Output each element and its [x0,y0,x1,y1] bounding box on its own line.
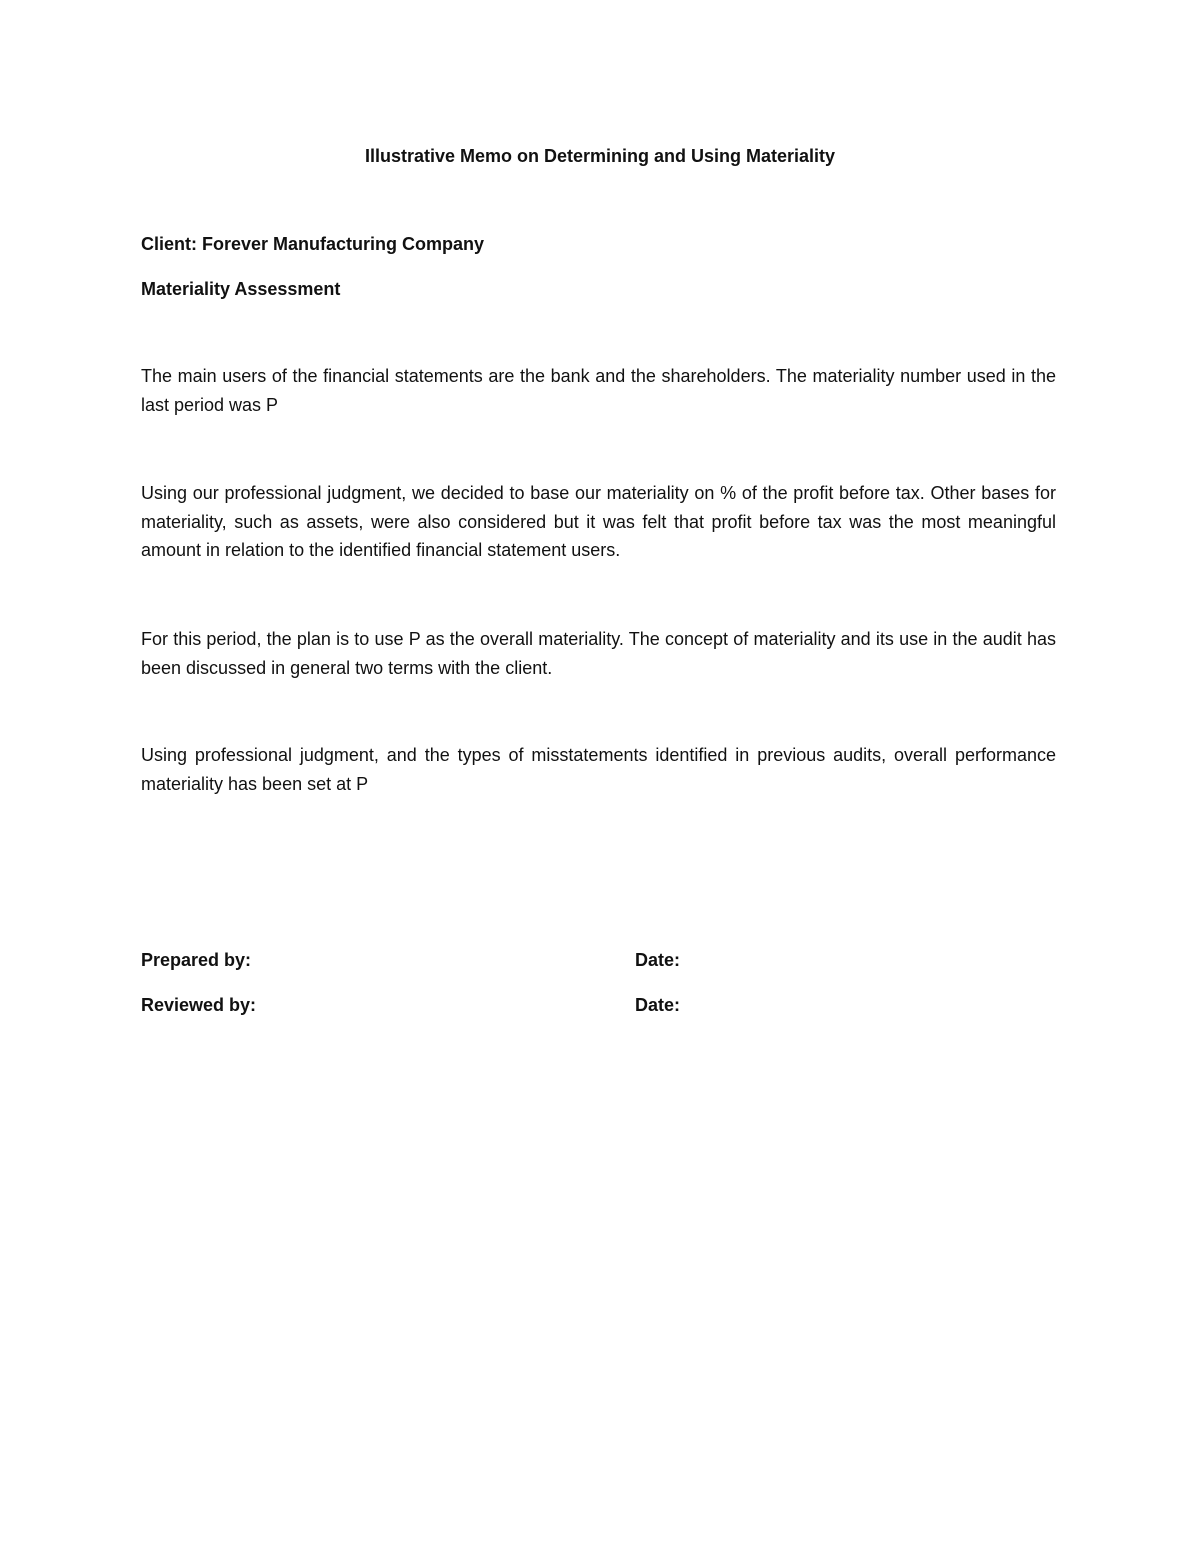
paragraph-users: The main users of the financial statements are the bank and the shareholders. The materiality number used in the last period was P [141,366,1056,415]
prepared-by-label: Prepared by: [141,950,252,970]
paragraph-overall-materiality: For this period, the plan is to use P as the overall materiality. The concept of materiality and its use in the audit has been discussed in general two terms with the client. [141,629,1056,678]
reviewed-by-label: Reviewed by: [141,995,257,1015]
reviewed-date-label: Date: [635,995,681,1015]
client-line: Client: Forever Manufacturing Company [141,234,485,254]
paragraph-basis: Using our professional judgment, we decided to base our materiality on % of the profit before tax. Other bases for materiality, such as assets, were also considered but it was felt that profit before tax was the most meaningful amount in relation to the identified financial statement users. [141,483,1056,560]
section-heading: Materiality Assessment [141,279,341,299]
memo-title: Illustrative Memo on Determining and Using Materiality [364,146,836,166]
prepared-date-label: Date: [635,950,681,970]
paragraph-performance-materiality: Using professional judgment, and the types of misstatements identified in previous audits, overall performance materiality has been set at P [141,745,1056,794]
